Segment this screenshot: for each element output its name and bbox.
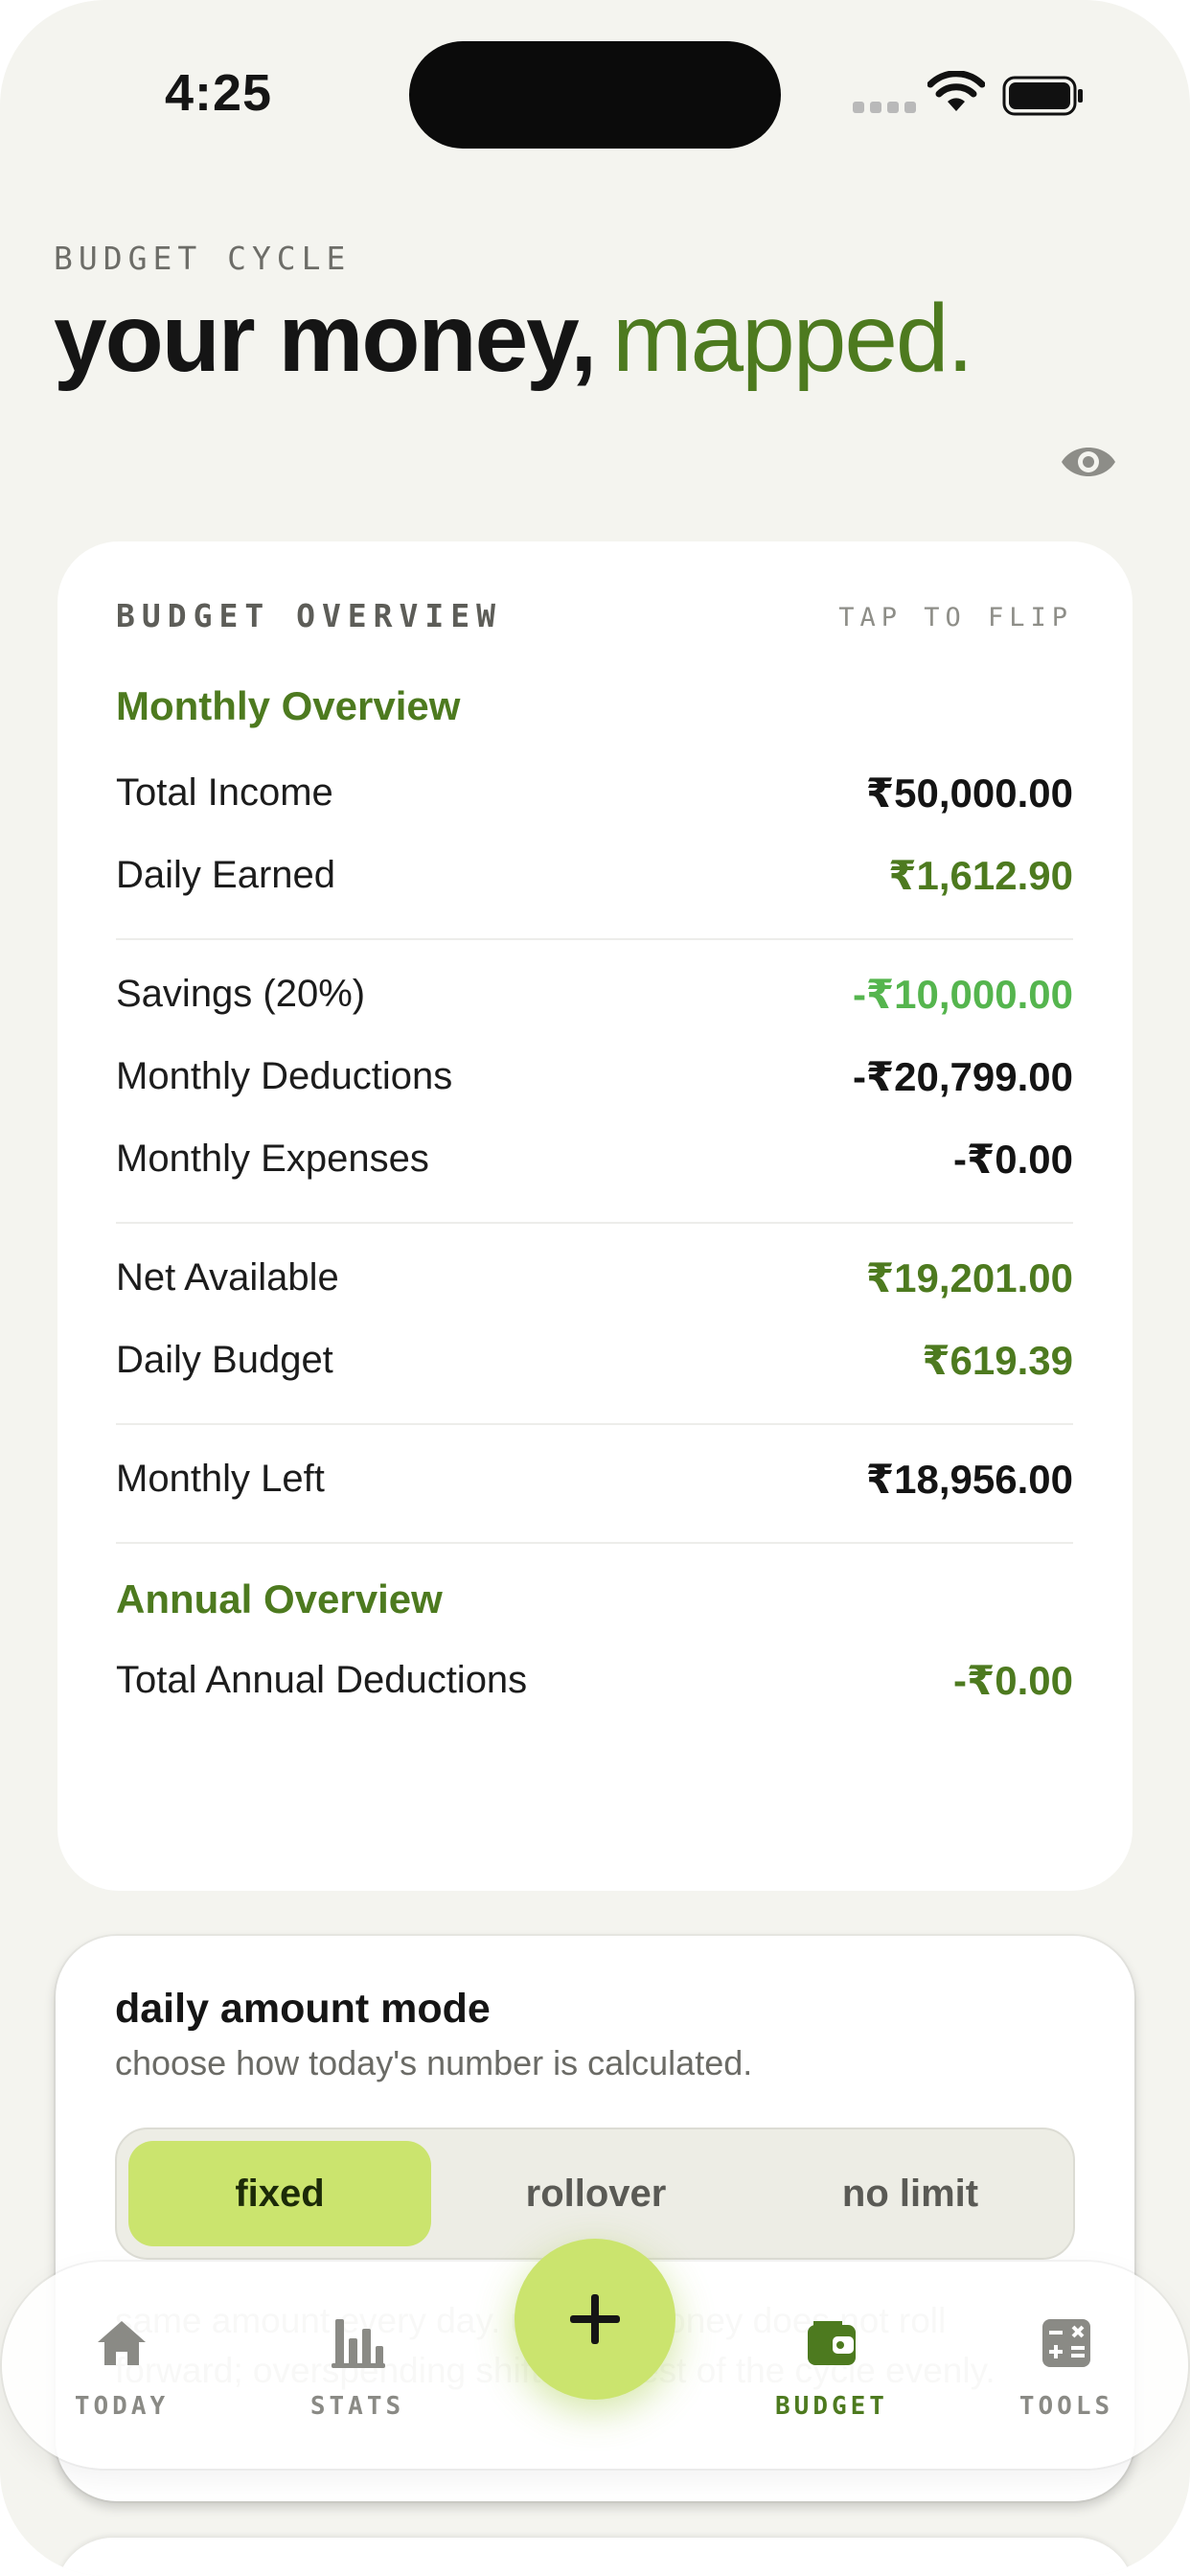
row-label: Savings (20%) xyxy=(116,973,366,1015)
tab-label: TOOLS xyxy=(1018,2392,1114,2421)
row-value: ₹1,612.90 xyxy=(888,853,1073,898)
wallet-icon xyxy=(804,2315,859,2371)
tab-today[interactable] xyxy=(50,2315,194,2430)
divider xyxy=(116,1542,1073,1544)
row-value: -₹10,000.00 xyxy=(852,972,1073,1017)
bar-chart-icon xyxy=(330,2315,385,2371)
tab-label: BUDGET xyxy=(775,2392,888,2421)
flip-hint: TAP TO FLIP xyxy=(838,603,1073,632)
row-value: ₹19,201.00 xyxy=(865,1255,1073,1300)
row-value: ₹50,000.00 xyxy=(865,770,1073,816)
dynamic-island xyxy=(409,41,781,149)
tab-label: TODAY xyxy=(74,2392,170,2421)
home-icon xyxy=(94,2315,149,2371)
battery-icon xyxy=(1002,75,1085,117)
visibility-toggle-icon[interactable] xyxy=(1060,441,1117,483)
page-title xyxy=(54,284,972,394)
row-value: -₹0.00 xyxy=(953,1658,1073,1703)
row-label: Total Income xyxy=(116,771,333,814)
monthly-overview-title: Monthly Overview xyxy=(116,683,461,728)
cellular-signal-icon xyxy=(853,102,916,113)
card-header xyxy=(116,597,1073,645)
mode-option-fixed[interactable]: fixed xyxy=(128,2141,431,2246)
row-net-available xyxy=(116,1249,1073,1306)
tab-tools[interactable] xyxy=(995,2315,1138,2430)
row-value: ₹18,956.00 xyxy=(865,1457,1073,1502)
next-card xyxy=(56,2538,1134,2576)
divider xyxy=(116,1423,1073,1425)
divider xyxy=(116,1222,1073,1224)
row-total-annual-deductions xyxy=(116,1651,1073,1709)
row-label: Monthly Deductions xyxy=(116,1055,453,1097)
row-total-income xyxy=(116,764,1073,821)
row-savings xyxy=(116,965,1073,1023)
tab-stats[interactable] xyxy=(286,2315,429,2430)
row-label: Monthly Expenses xyxy=(116,1138,429,1180)
calculator-icon xyxy=(1039,2315,1094,2371)
page-eyebrow: BUDGET CYCLE xyxy=(54,240,352,277)
row-monthly-left xyxy=(116,1450,1073,1507)
mode-option-no-limit[interactable]: no limit xyxy=(841,2172,979,2215)
row-monthly-deductions xyxy=(116,1047,1073,1105)
tab-budget[interactable] xyxy=(760,2315,904,2430)
row-label: Daily Budget xyxy=(116,1339,333,1381)
row-daily-budget xyxy=(116,1331,1073,1389)
mode-option-rollover[interactable]: rollover xyxy=(525,2172,667,2215)
row-monthly-expenses xyxy=(116,1130,1073,1187)
daily-mode-title: daily amount mode xyxy=(115,1986,491,2032)
row-value: -₹0.00 xyxy=(953,1137,1073,1182)
wifi-icon xyxy=(927,71,985,115)
daily-mode-subtitle: choose how today's number is calculated. xyxy=(115,2043,753,2082)
row-daily-earned xyxy=(116,846,1073,904)
row-value: -₹20,799.00 xyxy=(852,1054,1073,1099)
divider xyxy=(116,938,1073,940)
budget-overview-card[interactable] xyxy=(57,541,1133,1891)
row-label: Monthly Left xyxy=(116,1458,325,1500)
tab-label: STATS xyxy=(309,2392,405,2421)
annual-overview-title: Annual Overview xyxy=(116,1576,443,1622)
row-label: Total Annual Deductions xyxy=(116,1659,528,1701)
row-value: ₹619.39 xyxy=(922,1338,1073,1383)
row-label: Daily Earned xyxy=(116,854,336,896)
status-time: 4:25 xyxy=(165,64,273,122)
page-title-accent: mapped. xyxy=(612,285,973,392)
card-title: BUDGET OVERVIEW xyxy=(116,597,503,634)
row-label: Net Available xyxy=(116,1256,339,1299)
plus-icon xyxy=(566,2290,624,2348)
add-transaction-button[interactable] xyxy=(515,2239,675,2400)
page-title-main: your money, xyxy=(54,285,596,392)
